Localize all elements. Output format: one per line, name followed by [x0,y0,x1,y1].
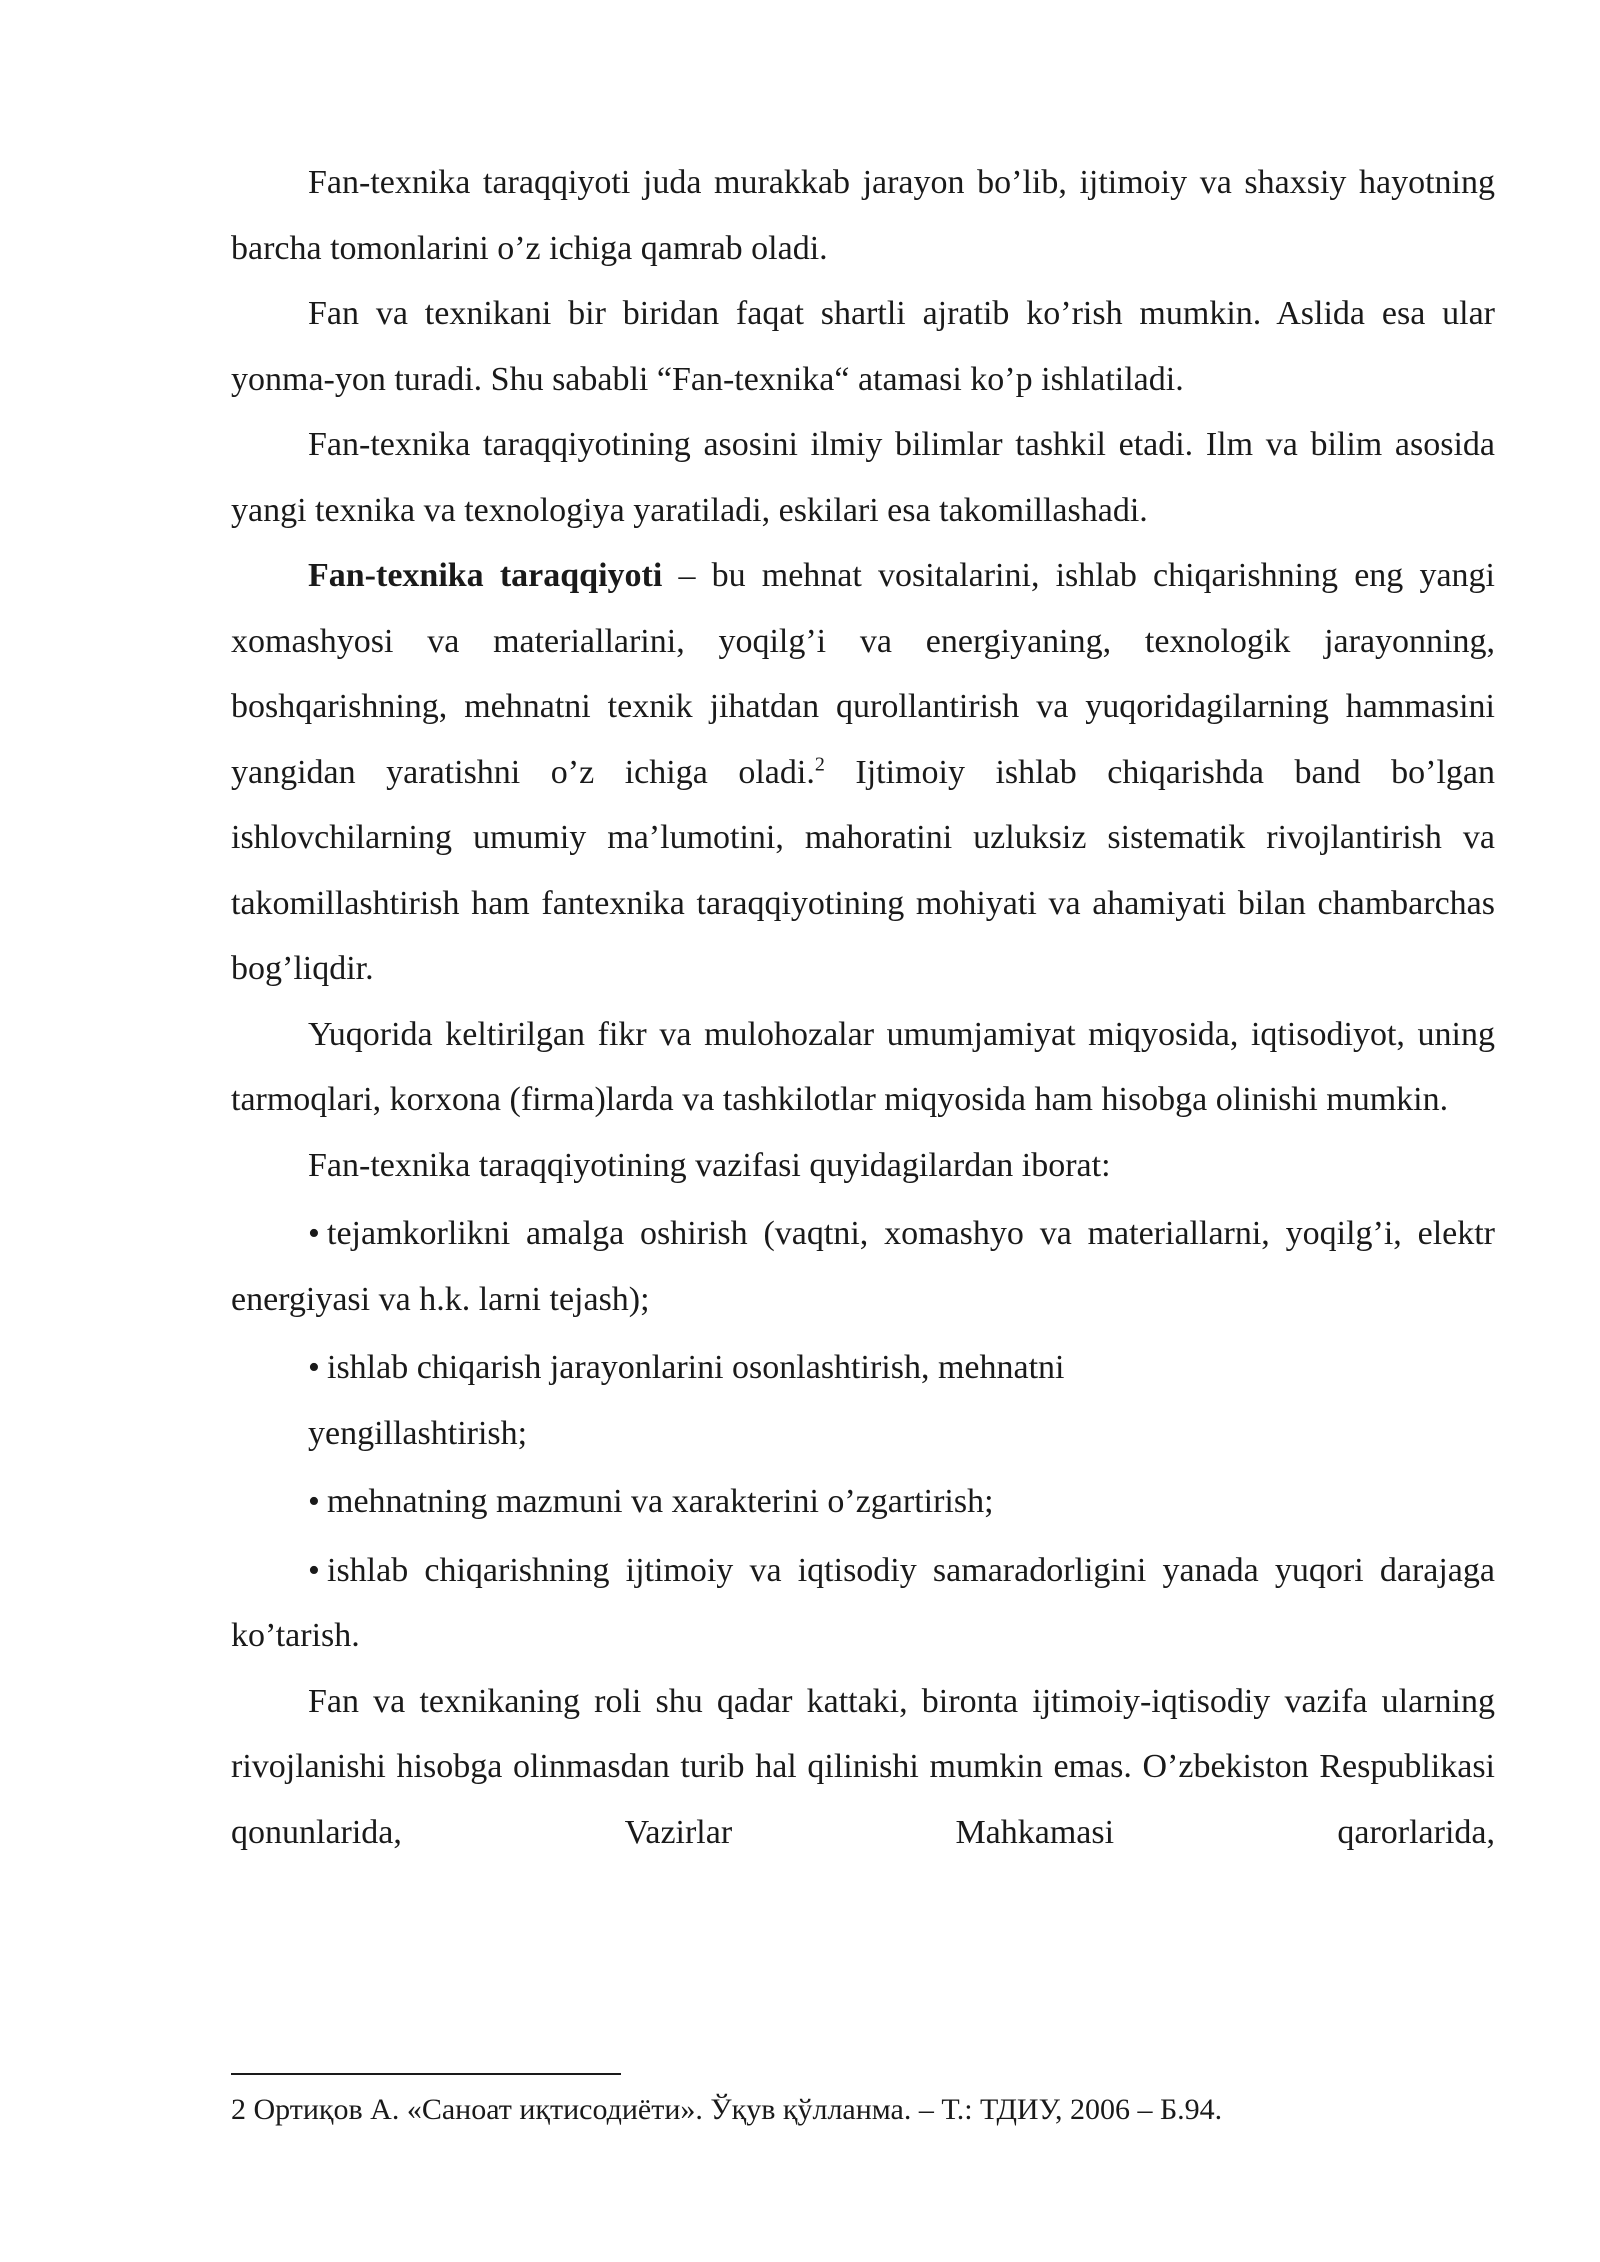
paragraph-6: Fan-texnika taraqqiyotining vazifasi quyidagilardan iborat: [308,1146,1111,1184]
list-item-text: mehnatning mazmuni va xarakterini o’zgartirish; [327,1483,994,1520]
list-item-continuation: yengillashtirish; [308,1414,528,1452]
footnote-reference[interactable]: 2 [814,753,825,776]
definition-text: – bu mehnat vositalarini, ishlab chiqarishning eng yangi xomashyosi va materiallarini, yoqilg’i va energiyaning, texnologik jarayonning, boshqarishning, mehnatni texnik jihatdan qurollantirish va yuqoridagilarning hammasini yangidan yaratishni o’z ichiga oladi. [231,557,1495,791]
footnote-separator [231,2073,621,2075]
list-item-text: tejamkorlikni amalga oshirish (vaqtni, xomashyo va materiallarni, yoqilg’i, elektr energiyasi va h.k. larni tejash); [231,1215,1495,1318]
paragraph-4 [231,543,1495,1002]
document-body [231,150,1495,1865]
paragraph-2: Fan va texnikani bir biridan faqat shartli ajratib ko’rish mumkin. Aslida esa ular yonma-yon turadi. Shu sababli “Fan-texnika“ atamasi ko’p ishlatiladi. [231,295,1495,398]
bullet-icon: • [308,1215,320,1252]
list-item-text: ishlab chiqarishning ijtimoiy va iqtisodiy samaradorligini yanada yuqori darajaga ko’tarish. [231,1551,1495,1654]
list-item [231,1469,1495,1535]
paragraph-3: Fan-texnika taraqqiyotining asosini ilmiy bilimlar tashkil etadi. Ilm va bilim asosida yangi texnika va texnologiya yaratiladi, eskilari esa takomillashadi. [231,426,1495,529]
bullet-icon: • [308,1483,320,1520]
list-item [231,1538,1495,1669]
list-item-text: ishlab chiqarish jarayonlarini osonlashtirish, mehnatni [327,1349,1065,1386]
paragraph-7: Fan va texnikaning roli shu qadar kattaki, bironta ijtimoiy-iqtisodiy vazifa ularning rivojlanishi hisobga olinmasdan turib hal qilinishi mumkin emas. O’zbekiston Respublikasi qonunlarida, Vazirlar Mahkamasi qarorlarida, [231,1682,1495,1851]
definition-term: Fan-texnika taraqqiyoti [308,557,663,594]
bullet-icon: • [308,1551,320,1589]
paragraph-1: Fan-texnika taraqqiyoti juda murakkab jarayon bo’lib, ijtimoiy va shaxsiy hayotning barcha tomonlarini o’z ichiga qamrab oladi. [231,164,1495,267]
list-item [231,1335,1495,1401]
paragraph-5: Yuqorida keltirilgan fikr va mulohozalar umumjamiyat miqyosida, iqtisodiyot, uning tarmoqlari, korxona (firma)larda va tashkilotlar miqyosida ham hisobga olinishi mumkin. [231,1015,1495,1118]
list-item [231,1201,1495,1332]
paragraph-4-continuation: Ijtimoiy ishlab chiqarishda band bo’lgan ishlovchilarning umumiy ma’lumotini, mahoratini uzluksiz sistematik rivojlantirish va takomillashtirish ham fantexnika taraqqiyotining mohiyati va ahamiyati bilan chambarchas bog’liqdir. [231,753,1495,987]
bullet-icon: • [308,1349,320,1386]
footnote: 2 Ортиқов А. «Саноат иқтисодиёти». Ўқув қўлланма. – Т.: ТДИУ, 2006 – Б.94. [231,2093,1223,2126]
